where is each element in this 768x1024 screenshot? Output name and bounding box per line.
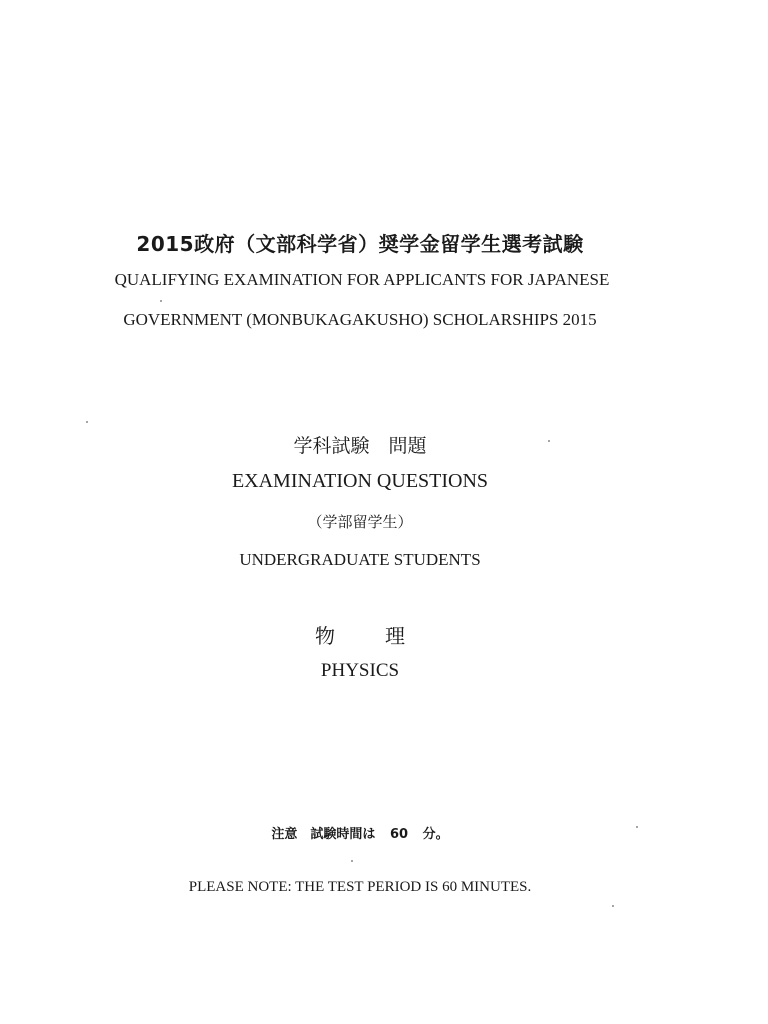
en-student-level: UNDERGRADUATE STUDENTS [239,550,481,569]
jp-student-level: （学部留学生） [307,513,413,531]
scan-speck [160,300,162,302]
scan-speck [612,905,614,907]
scan-speck [86,421,88,423]
en-exam-questions-label: EXAMINATION QUESTIONS [231,470,489,492]
scan-speck [351,860,353,862]
jp-subject-name: 物理 [315,624,455,648]
en-subject-name: PHYSICS [320,660,400,681]
scan-speck [636,826,638,828]
jp-time-note: 注意 試験時間は 60 分。 [271,827,449,842]
en-time-note: PLEASE NOTE: THE TEST PERIOD IS 60 MINUTES. [188,879,532,895]
jp-exam-questions-label: 学科試験 問題 [293,435,427,457]
jp-exam-title: 2015政府（文部科学省）奨学金留学生選考試験 [136,232,584,256]
scan-speck [548,440,550,442]
en-exam-title-line2: GOVERNMENT (MONBUKAGAKUSHO) SCHOLARSHIPS 2015 [123,310,597,329]
en-exam-title-line1: QUALIFYING EXAMINATION FOR APPLICANTS FOR JAPANESE [114,270,610,289]
